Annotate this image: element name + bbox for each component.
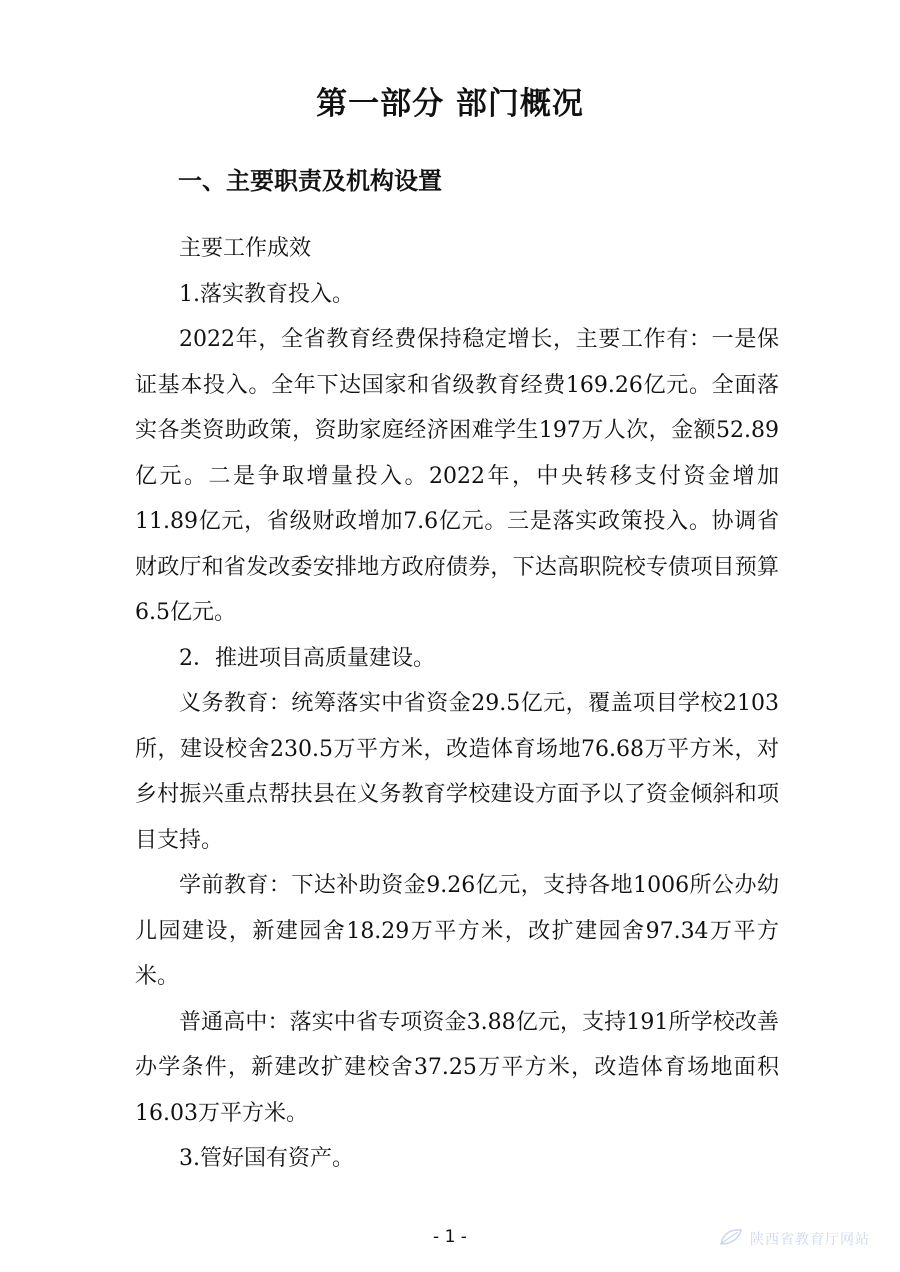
section-heading: 一、主要职责及机构设置 bbox=[178, 167, 442, 195]
paragraph-compulsory-education: 义务教育：统筹落实中省资金29.5亿元，覆盖项目学校2103所，建设校舍230.5万平方米，改造体育场地76.68万平方米，对乡村振兴重点帮扶县在义务教育学校建设方面予以了资金倾斜和项目支持。 bbox=[135, 691, 779, 853]
page-title: 第一部分 部门概况 bbox=[316, 86, 584, 122]
paragraph-high-school: 普通高中：落实中省专项资金3.88亿元，支持191所学校改善办学条件，新建改扩建校舍37.25万平方米，改造体育场地面积16.03万平方米。 bbox=[135, 1009, 779, 1126]
paragraph-item-2-heading: 2．推进项目高质量建设。 bbox=[179, 645, 435, 671]
paragraph-item-1-heading: 1.落实教育投入。 bbox=[179, 281, 354, 307]
leaf-logo-icon bbox=[718, 1227, 744, 1251]
watermark-text: 陕西省教育厅网站 bbox=[750, 1232, 870, 1248]
paragraph-item-3-heading: 3.管好国有资产。 bbox=[179, 1146, 354, 1171]
paragraph-education-funding: 2022年，全省教育经费保持稳定增长，主要工作有：一是保证基本投入。全年下达国家和省级教育经费169.26亿元。全面落实各类资助政策，资助家庭经济困难学生197万人次，金额52.89亿元。二是争取增量投入。2022年，中央转移支付资金增加11.89亿元，省级财政增加7.6亿元。三是落实政策投入。协调省财政厅和省发改委安排地方政府债券，下达高职院校专债项目预算6.5亿元。 bbox=[135, 327, 779, 625]
paragraph-subheading-achievements: 主要工作成效 bbox=[179, 236, 312, 261]
page-number: - 1 - bbox=[433, 1227, 467, 1247]
paragraph-preschool-education: 学前教育：下达补助资金9.26亿元，支持各地1006所公办幼儿园建设，新建园舍18.29万平方米，改扩建园舍97.34万平方米。 bbox=[135, 873, 779, 989]
watermark bbox=[718, 1226, 870, 1252]
document-body bbox=[135, 226, 779, 1182]
